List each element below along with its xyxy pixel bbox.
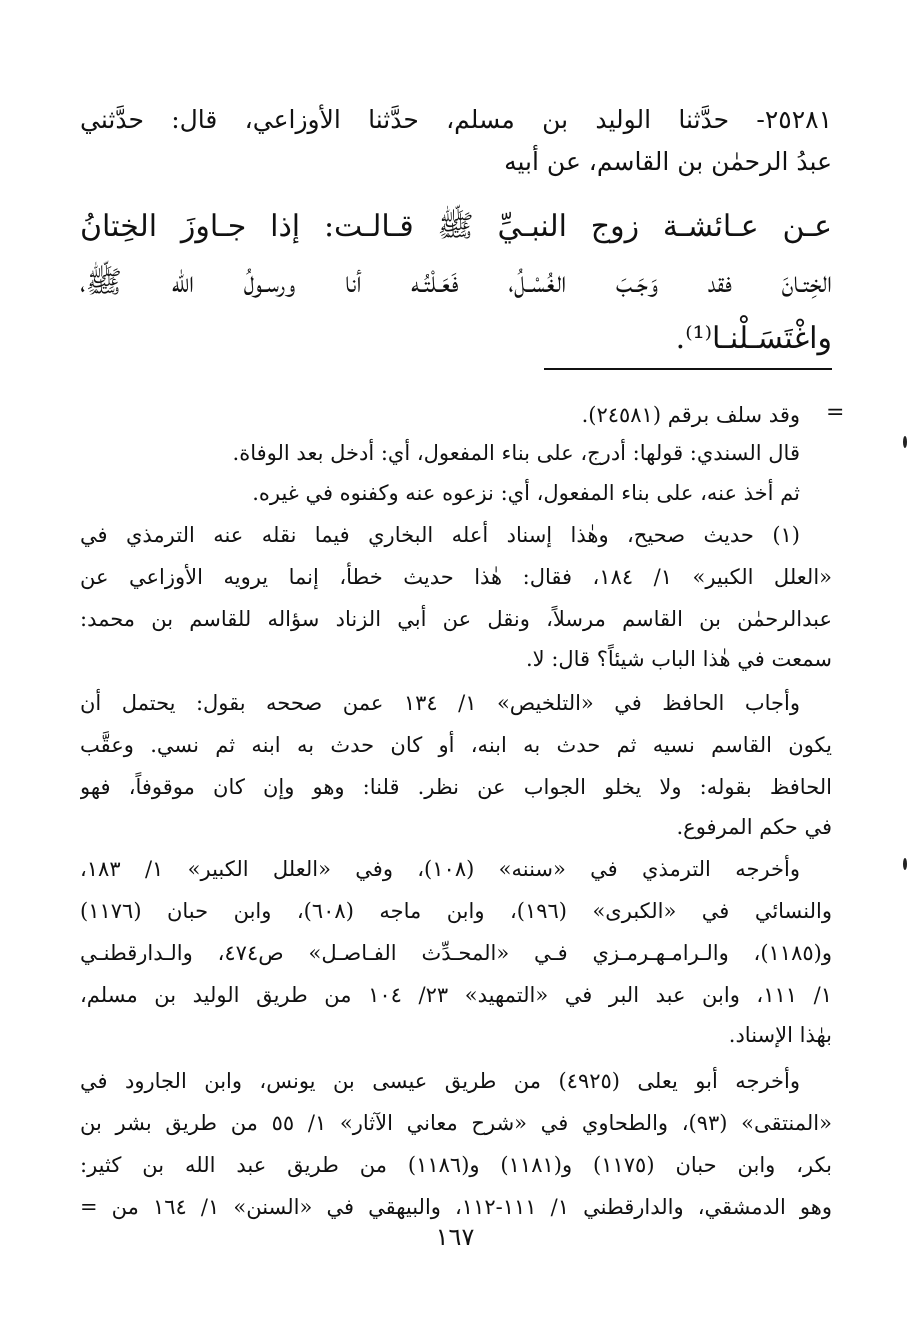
footnote-line: بكر، وابن حبان (١١٧٥) و(١١٨١) و(١١٨٦) من طريق عبد الله بن كثير: <box>80 1153 832 1177</box>
footnote-line: يكون القاسم نسيه ثم حدث به ابنه، أو كان حدث به ابنه ثم نسي. وعقَّب <box>80 733 832 757</box>
hadith-matn-line-2: الخِتـانَ فقد وَجَـبَ الغُسْـلُ، فَعَـلْتُـه أنا ورسـولُ الله ﷺ، <box>80 265 832 300</box>
hadith-matn-line-1: عـن عـائشـة زوج النبـيِّ ﷺ قـالـت: إذا جـاوزَ الخِتانُ <box>80 209 832 244</box>
hadith-matn-line-3: واغْتَسَـلْنـا⁽¹⁾. <box>675 321 832 356</box>
footnote-line: وأخرجه الترمذي في «سننه» (١٠٨)، وفي «العلل الكبير» ١/ ١٨٣، <box>80 857 800 881</box>
hadith-isnad-line-2: عبدُ الرحمٰن بن القاسم، عن أبيه <box>504 147 832 176</box>
footnote-line: والنسائي في «الكبرى» (١٩٦)، وابن ماجه (٦٠٨)، وابن حبان (١١٧٦) <box>80 899 832 923</box>
hadith-isnad-line-1: ٢٥٢٨١- حدَّثنا الوليد بن مسلم، حدَّثنا الأوزاعي، قال: حدَّثني <box>80 105 832 134</box>
footnote-line: بهٰذا الإسناد. <box>728 1023 832 1047</box>
footnote-line: «العلل الكبير» ١/ ١٨٤، فقال: هٰذا حديث خطأ، إنما يرويه الأوزاعي عن <box>80 565 832 589</box>
footnote-line: «المنتقى» (٩٣)، والطحاوي في «شرح معاني الآثار» ١/ ٥٥ من طريق بشر بن <box>80 1111 832 1135</box>
footnote-line: وهو الدمشقي، والدارقطني ١/ ١١١-١١٢، والبيهقي في «السنن» ١/ ١٦٤ من = <box>80 1195 832 1219</box>
footnote-divider <box>544 368 832 370</box>
footnote-line: ١/ ١١١، وابن عبد البر في «التمهيد» ٢٣/ ١٠٤ من طريق الوليد بن مسلم، <box>80 983 832 1007</box>
footnote-line: ثم أخذ عنه، على بناء المفعول، أي: نزعوه عنه وكفنوه في غيره. <box>252 481 800 505</box>
page-number: ١٦٧ <box>435 1223 475 1251</box>
scan-speck <box>903 858 907 870</box>
footnote-line: قال السندي: قولها: أدرج، على بناء المفعول، أي: أدخل بعد الوفاة. <box>232 441 800 465</box>
scan-speck <box>903 436 907 448</box>
footnote-line: وأجاب الحافظ في «التلخيص» ١/ ١٣٤ عمن صححه بقول: يحتمل أن <box>80 691 800 715</box>
footnote-line: وأخرجه أبو يعلى (٤٩٢٥) من طريق عيسى بن يونس، وابن الجارود في <box>80 1069 800 1093</box>
footnote-line: في حكم المرفوع. <box>676 815 832 839</box>
footnote-line: سمعت في هٰذا الباب شيئاً؟ قال: لا. <box>526 647 832 671</box>
footnote-line: الحافظ بقوله: ولا يخلو الجواب عن نظر. قلنا: وهو وإن كان موقوفاً، فهو <box>80 775 832 799</box>
footnote-line: عبدالرحمٰن بن القاسم مرسلاً، ونقل عن أبي الزناد سؤاله للقاسم بن محمد: <box>80 607 832 631</box>
footnote-line: (١) حديث صحيح، وهٰذا إسناد أعله البخاري فيما نقله عنه الترمذي في <box>80 523 800 547</box>
footnote-continuation-mark: = <box>826 400 845 425</box>
footnote-line: وقد سلف برقم (٢٤٥٨١). <box>581 403 800 427</box>
footnote-line: و(١١٨٥)، والـرامـهـرمـزي فـي «المحـدِّث الفـاصـل» ص٤٧٤، والـدارقطنـي <box>80 941 832 965</box>
